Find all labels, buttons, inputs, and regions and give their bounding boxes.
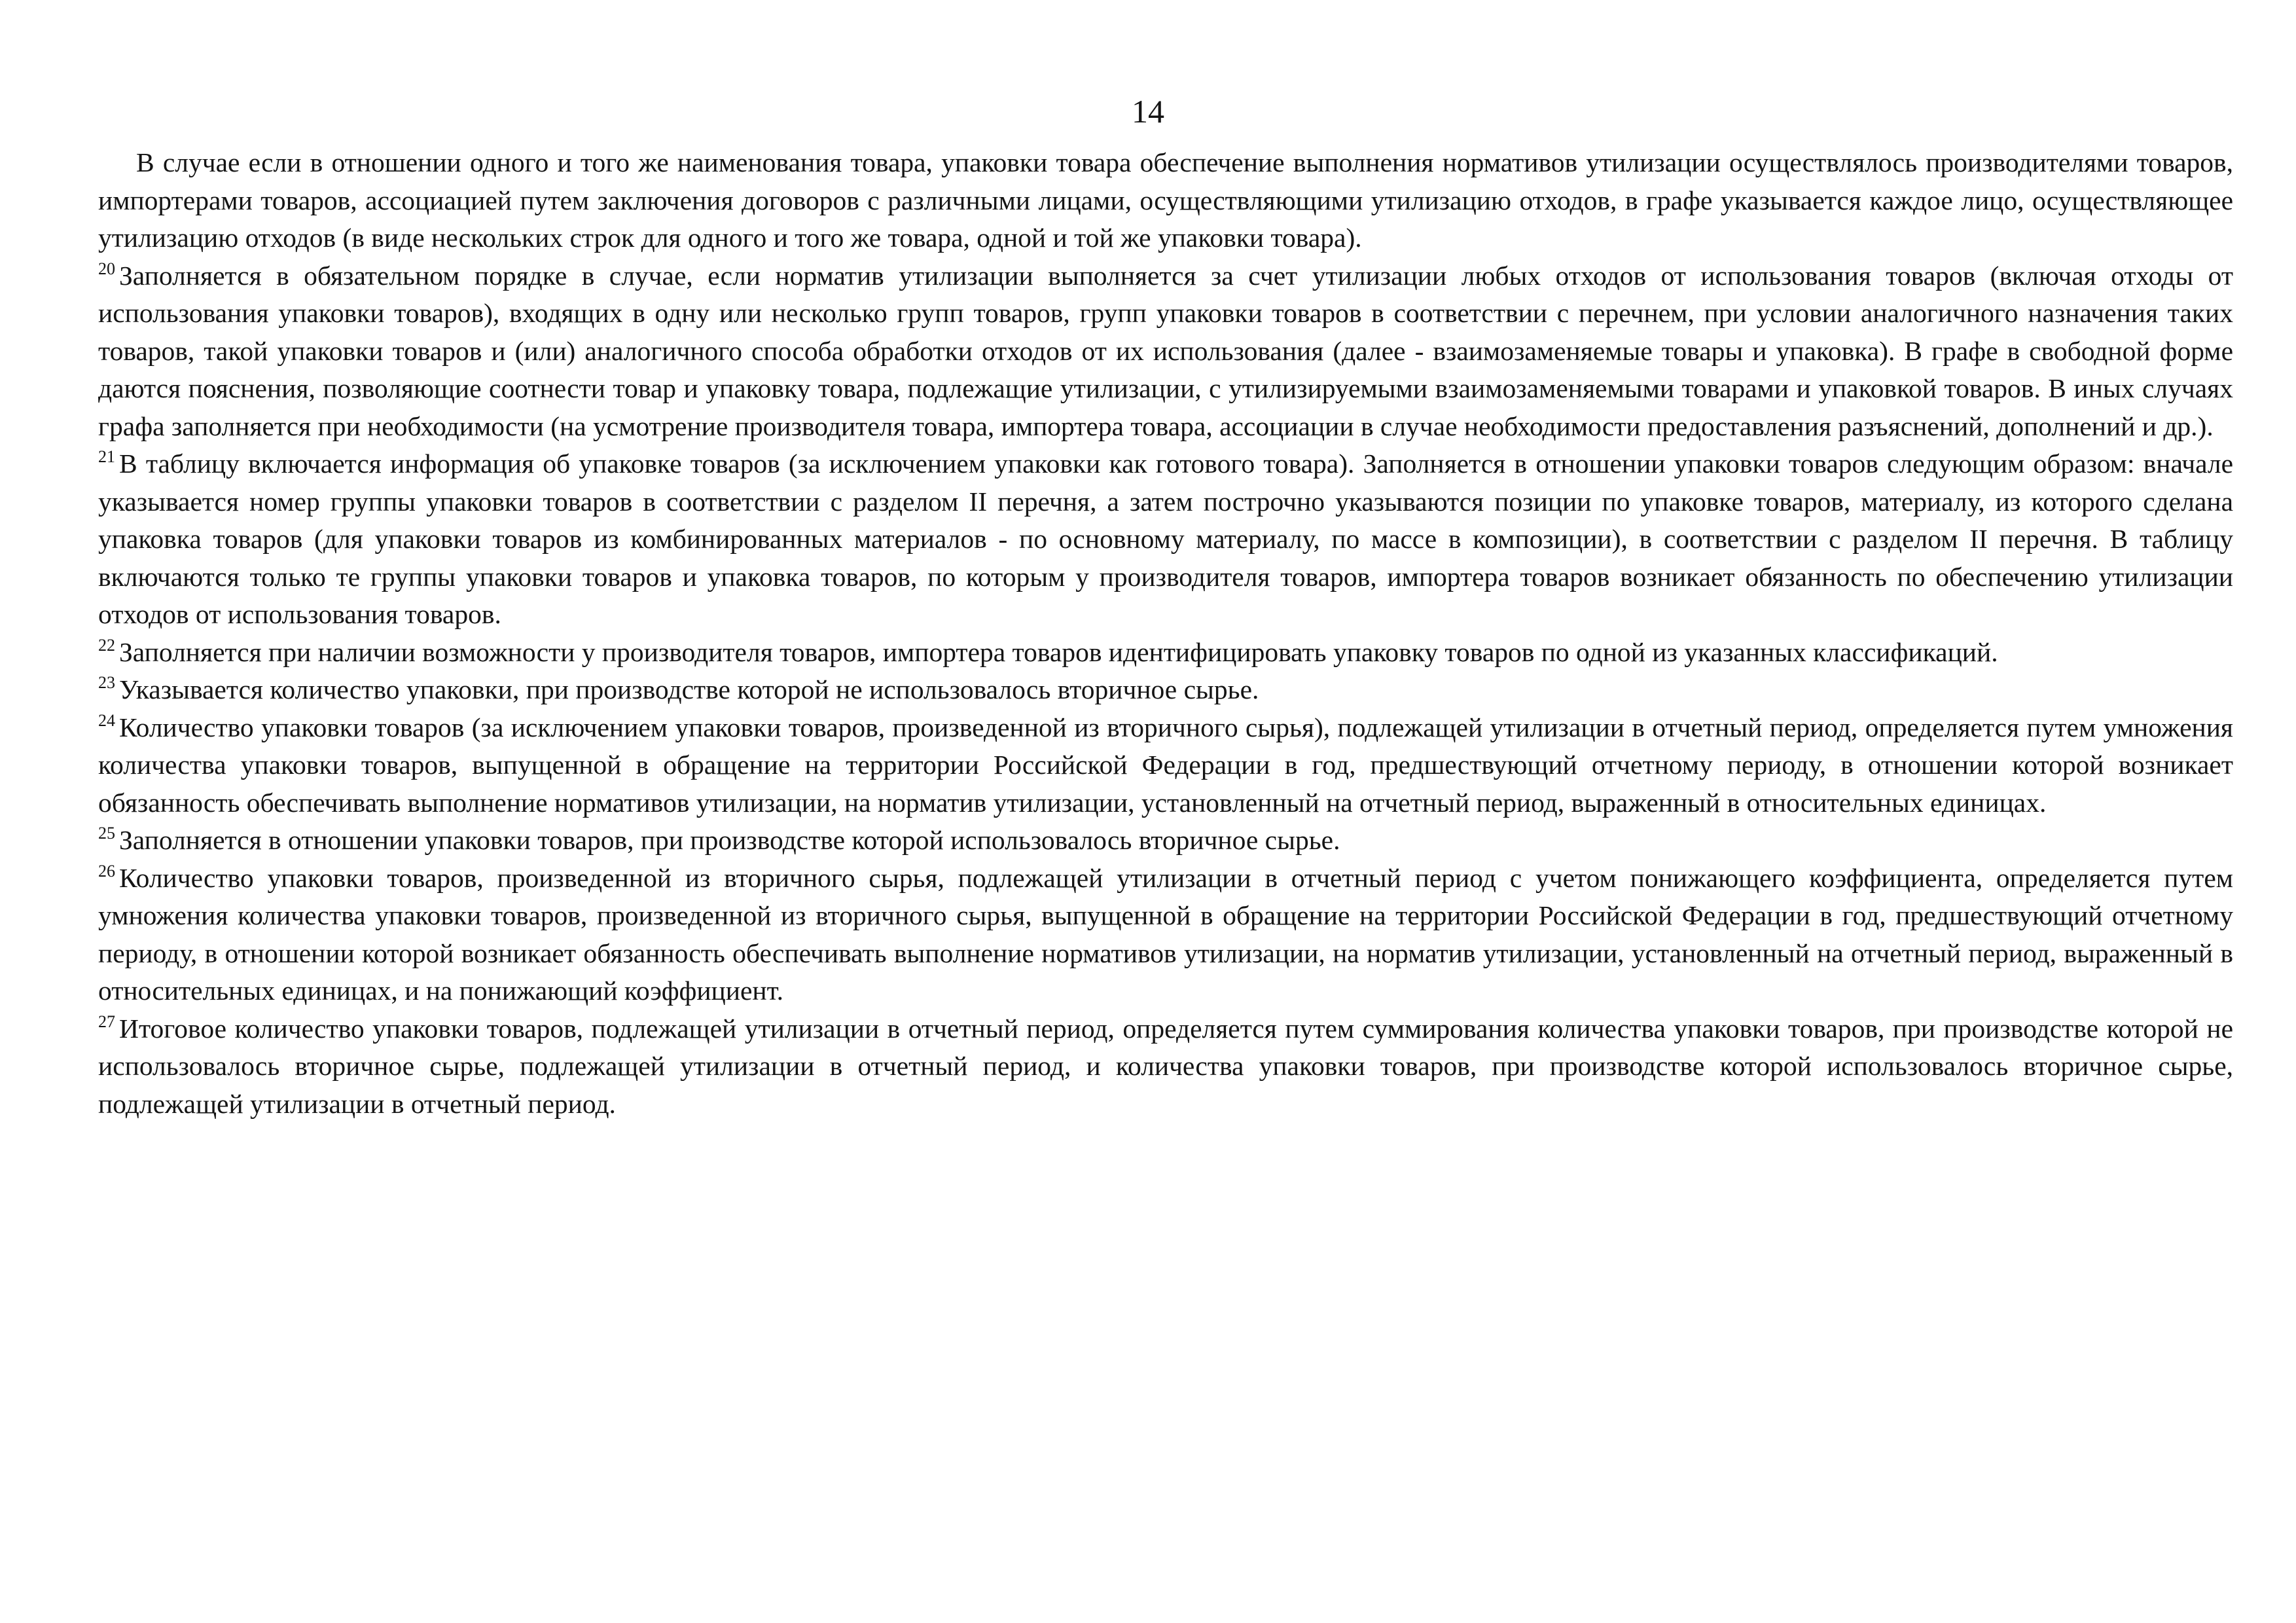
footnote-text: Заполняется в отношении упаковки товаров, при производстве которой использовалось вторичное сырье. [119, 825, 1340, 855]
footnote-21 [98, 445, 2233, 634]
footnote-number: 27 [98, 1012, 115, 1031]
footnote-text: Заполняется при наличии возможности у производителя товаров, импортера товаров идентифицировать упаковку товаров по одной из указанных классификаций. [119, 636, 1998, 667]
page-number: 14 [1132, 93, 1164, 130]
document-body [98, 144, 2233, 1123]
footnote-number: 20 [98, 259, 115, 278]
footnote-25 [98, 822, 2233, 860]
footnote-number: 24 [98, 710, 115, 730]
footnote-26 [98, 860, 2233, 1010]
footnote-22 [98, 634, 2233, 672]
footnote-27 [98, 1010, 2233, 1123]
footnote-number: 26 [98, 861, 115, 881]
footnote-text: Указывается количество упаковки, при производстве которой не использовалось вторичное сырье. [119, 674, 1259, 704]
footnote-number: 23 [98, 673, 115, 692]
footnote-number: 25 [98, 824, 115, 843]
footnote-number: 21 [98, 447, 115, 466]
footnote-text: В таблицу включается информация об упаковке товаров (за исключением упаковки как готового товара). Заполняется в отношении упаковки товаров следующим образом: вначале указывается номер группы упаковки товаров в соответствии с разделом II перечня, а затем построчно указываются позиции по упаковке товаров, материалу, из которого сделана упаковка товаров (для упаковки товаров из комбинированных материалов - по основному материалу, по массе в композиции), в соответствии с разделом II перечня. В таблицу включаются только те группы упаковки товаров и упаковка товаров, по которым у производителя товаров, импортера товаров возникает обязанность по обеспечению утилизации отходов от использования товаров. [98, 448, 2233, 629]
footnote-23 [98, 671, 2233, 709]
footnote-text: Количество упаковки товаров, произведенной из вторичного сырья, подлежащей утилизации в отчетный период с учетом понижающего коэффициента, определяется путем умножения количества упаковки товаров, произведенной из вторичного сырья, выпущенной в обращение на территории Российской Федерации в год, предшествующий отчетному периоду, в отношении которой возникает обязанность обеспечивать выполнение нормативов утилизации, на норматив утилизации, установленный на отчетный период, выраженный в относительных единицах, и на понижающий коэффициент. [98, 862, 2233, 1006]
intro-paragraph: В случае если в отношении одного и того же наименования товара, упаковки товара обеспечение выполнения нормативов утилизации осуществлялось производителями товаров, импортерами товаров, ассоциацией путем заключения договоров с различными лицами, осуществляющими утилизацию отходов, в графе указывается каждое лицо, осуществляющее утилизацию отходов (в виде нескольких строк для одного и того же товара, одной и той же упаковки товара). [98, 147, 2233, 253]
footnote-20 [98, 257, 2233, 446]
footnote-text: Количество упаковки товаров (за исключением упаковки товаров, произведенной из вторичного сырья), подлежащей утилизации в отчетный период, определяется путем умножения количества упаковки товаров, выпущенной в обращение на территории Российской Федерации в год, предшествующий отчетному периоду, в отношении которой возникает обязанность обеспечивать выполнение нормативов утилизации, на норматив утилизации, установленный на отчетный период, выраженный в относительных единицах. [98, 712, 2233, 818]
footnote-text: Заполняется в обязательном порядке в случае, если норматив утилизации выполняется за счет утилизации любых отходов от использования товаров (включая отходы от использования упаковки товаров), входящих в одну или несколько групп товаров, групп упаковки товаров в соответствии с перечнем, при условии аналогичного назначения таких товаров, такой упаковки товаров и (или) аналогичного способа обработки отходов от их использования (далее - взаимозаменяемые товары и упаковка). В графе в свободной форме даются пояснения, позволяющие соотнести товар и упаковку товара, подлежащие утилизации, с утилизируемыми взаимозаменяемыми товарами и упаковкой товаров. В иных случаях графа заполняется при необходимости (на усмотрение производителя товара, импортера товара, ассоциации в случае необходимости предоставления разъяснений, дополнений и др.). [98, 260, 2233, 441]
footnote-text: Итоговое количество упаковки товаров, подлежащей утилизации в отчетный период, определяется путем суммирования количества упаковки товаров, при производстве которой не использовалось вторичное сырье, подлежащей утилизации в отчетный период, и количества упаковки товаров, при производстве которой использовалось вторичное сырье, подлежащей утилизации в отчетный период. [98, 1013, 2233, 1119]
footnote-24 [98, 709, 2233, 822]
footnote-number: 22 [98, 635, 115, 655]
